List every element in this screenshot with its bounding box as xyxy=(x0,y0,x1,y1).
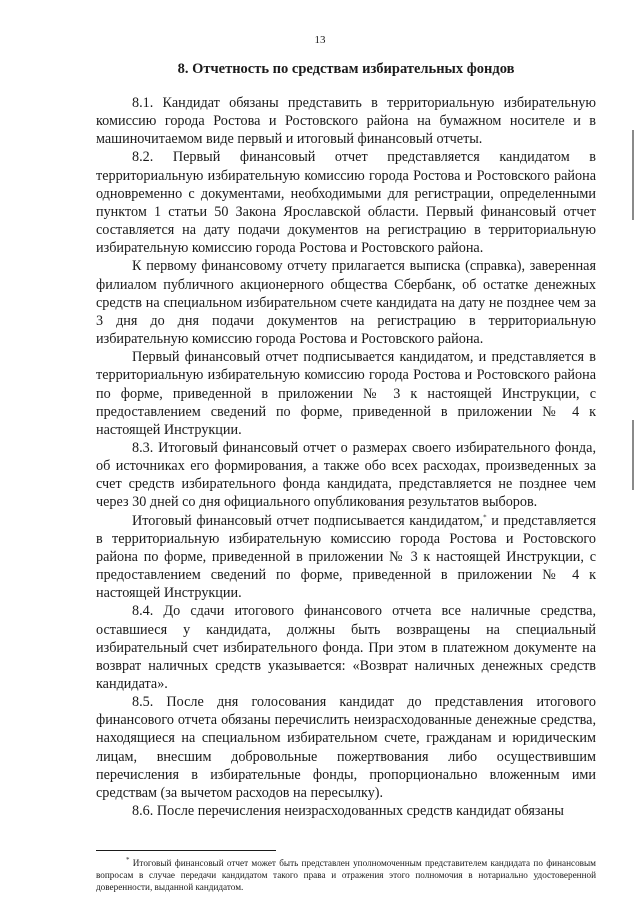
footnote-reference-marker: * xyxy=(483,512,487,521)
paragraph-8-2: 8.2. Первый финансовый отчет представляется кандидатом в территориальную избирательную комиссию города Ростова и Ростовского района одновременно с документами, необходимыми для регистрации, определенными пунктом 1 статьи 50 Закона Ярославской области. Первый финансовый отчет составляется на дату подачи документов на регистрацию в территориальную избирательную комиссию города Ростова и Ростовского района. xyxy=(96,149,596,257)
page-number: 13 xyxy=(314,34,326,46)
scan-edge-mark xyxy=(632,130,634,220)
footnote xyxy=(96,857,596,893)
footnote-text: Итоговый финансовый отчет может быть представлен уполномоченным представителем кандидата по финансовым вопросам в случае передачи кандидатом такого права и отражения этого полномочия в нотариально удостоверенной доверенности, выданной кандидатом. xyxy=(96,858,596,892)
paragraph-8-1: 8.1. Кандидат обязаны представить в территориальную избирательную комиссию города Ростова и Ростовского района на бумажном носителе и в машиночитаемом виде первый и итоговый финансовый отчеты. xyxy=(96,95,596,148)
scan-edge-mark xyxy=(632,420,634,490)
paragraph-8-3: 8.3. Итоговый финансовый отчет о размерах своего избирательного фонда, об источниках его формирования, а также обо всех расходах, произведенных за счет средств избирательного фонда кандидата, представляется не позднее чем через 30 дней со дня официального опубликования результатов выборов. xyxy=(96,439,596,511)
paragraph-final-report-signing xyxy=(96,512,596,603)
section-body xyxy=(96,94,596,820)
paragraph-bank-statement: К первому финансовому отчету прилагается выписка (справка), заверенная филиалом публичного акционерного общества Сбербанк, об остатке денежных средств на специальном избирательном счете кандидата на дату не позднее чем за 3 дня до дня подачи документов на регистрацию в территориальную избирательную комиссию города Ростова и Ростовского района. xyxy=(96,258,596,348)
paragraph-final-report-signing-start: Итоговый финансовый отчет подписывается кандидатом, xyxy=(132,512,484,529)
paragraph-8-5: 8.5. После дня голосования кандидат до представления итогового финансового отчета обязаны перечислить неизрасходованные денежные средства, находящиеся на специальном избирательном счете, гражданам и юридическим лицам, внесшим добровольные пожертвования либо осуществившим перечисления в избирательные фонды, пропорционально вложенным ими средствам (за вычетом расходов на пересылку). xyxy=(96,694,596,801)
footnote-marker: * xyxy=(126,855,130,864)
paragraph-first-report-signing: Первый финансовый отчет подписывается кандидатом, и представляется в территориальную избирательную комиссию города Ростова и Ростовского района по форме, приведенной в приложении № 3 к настоящей Инструкции, с предоставлением сведений по форме, приведенной в приложении № 4 к настоящей Инструкции. xyxy=(96,349,596,438)
paragraph-8-6: 8.6. После перечисления неизрасходованных средств кандидат обязаны xyxy=(132,803,564,820)
footnote-divider xyxy=(96,850,276,851)
paragraph-8-4: 8.4. До сдачи итогового финансового отчета все наличные средства, оставшиеся у кандидата, должны быть возвращены на специальный избирательный счет избирательного фонда. При этом в платежном документе на возврат наличных средств указывается: «Возврат наличных денежных средств кандидата». xyxy=(96,603,596,692)
paragraph-final-report-signing-end: и представляется в территориальную избирательную комиссию города Ростова и Ростовского района по форме, приведенной в приложении № 3 к настоящей Инструкции, с предоставлением сведений по форме, приведенной в приложении № 4 к настоящей Инструкции. xyxy=(96,512,596,602)
section-heading: 8. Отчетность по средствам избирательных фондов xyxy=(177,61,515,77)
